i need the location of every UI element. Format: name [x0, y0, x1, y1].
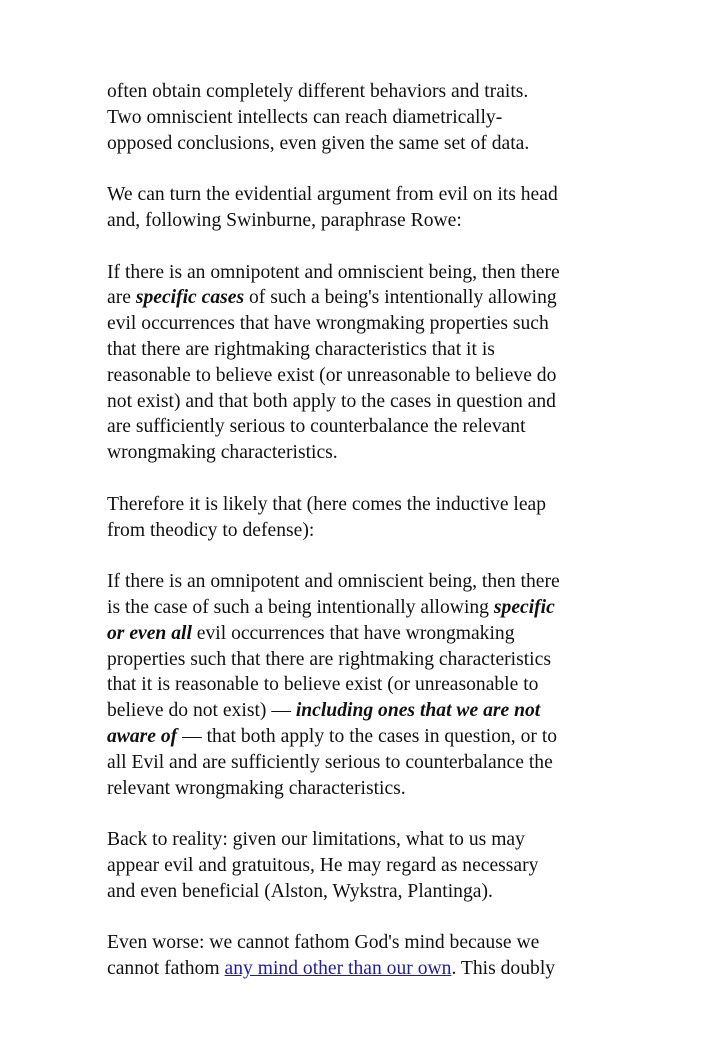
emphasis-text: including ones that we are not	[295, 700, 541, 722]
document-body	[107, 79, 627, 1008]
text-line: evil occurrences that have wrongmaking properties such	[107, 313, 549, 335]
paragraph-6	[107, 827, 627, 904]
text-run: believe do not exist) —	[107, 700, 296, 722]
text-line: not exist) and that both apply to the cases in question and	[107, 390, 556, 412]
emphasis-text: specific	[493, 596, 555, 618]
emphasis-text: aware of	[107, 725, 178, 747]
text-run: evil occurrences that have wrongmaking	[191, 622, 515, 644]
text-line: If there is an omnipotent and omniscient being, then there	[107, 261, 560, 283]
text-line: Therefore it is likely that (here comes the inductive leap	[107, 493, 547, 515]
text-line: are sufficiently serious to counterbalance the relevant	[107, 416, 526, 438]
text-line: We can turn the evidential argument from evil on its head	[107, 184, 558, 206]
paragraph-3	[107, 260, 627, 466]
text-line: opposed conclusions, even given the same set of data.	[107, 132, 530, 154]
text-line: and, following Swinburne, paraphrase Rowe:	[107, 209, 462, 231]
text-line	[107, 285, 627, 311]
paragraph-4	[107, 492, 627, 544]
text-line: relevant wrongmaking characteristics.	[107, 777, 406, 799]
text-line: If there is an omnipotent and omniscient being, then there	[107, 571, 560, 593]
text-line: that it is reasonable to believe exist (or unreasonable to	[107, 674, 539, 696]
text-line: often obtain completely different behaviors and traits.	[107, 81, 529, 102]
text-line	[107, 595, 627, 621]
text-run: of such a being's intentionally allowing	[244, 287, 557, 309]
text-run: is the case of such a being intentionally allowing	[107, 596, 494, 618]
text-run: . This doubly	[451, 958, 556, 980]
text-line: from theodicy to defense):	[107, 519, 315, 541]
paragraph-7	[107, 930, 627, 982]
text-run: — that both apply to the cases in question, or to	[177, 725, 558, 747]
text-line: Two omniscient intellects can reach diametrically-	[107, 106, 503, 128]
text-run: cannot fathom	[107, 958, 225, 980]
text-line	[107, 698, 627, 724]
text-line: reasonable to believe exist (or unreasonable to believe do	[107, 364, 557, 386]
text-line: all Evil and are sufficiently serious to counterbalance the	[107, 751, 553, 773]
text-line: and even beneficial (Alston, Wykstra, Plantinga).	[107, 880, 493, 902]
paragraph-2	[107, 182, 627, 234]
text-line: wrongmaking characteristics.	[107, 442, 338, 464]
text-line: properties such that there are rightmaking characteristics	[107, 648, 551, 670]
paragraph-5	[107, 569, 627, 801]
emphasis-text: or even all	[107, 622, 192, 644]
text-line	[107, 724, 627, 750]
text-line: that there are rightmaking characteristics that it is	[107, 338, 495, 360]
text-line: Even worse: we cannot fathom God's mind because we	[107, 932, 540, 954]
text-line: appear evil and gratuitous, He may regard as necessary	[107, 854, 539, 876]
paragraph-1	[107, 79, 627, 156]
emphasis-text: specific cases	[135, 287, 245, 309]
text-line: Back to reality: given our limitations, what to us may	[107, 829, 525, 851]
text-line	[107, 621, 627, 647]
text-run: are	[107, 287, 136, 309]
text-line	[107, 956, 627, 982]
other-minds-link[interactable]: any mind other than our own	[224, 958, 452, 980]
